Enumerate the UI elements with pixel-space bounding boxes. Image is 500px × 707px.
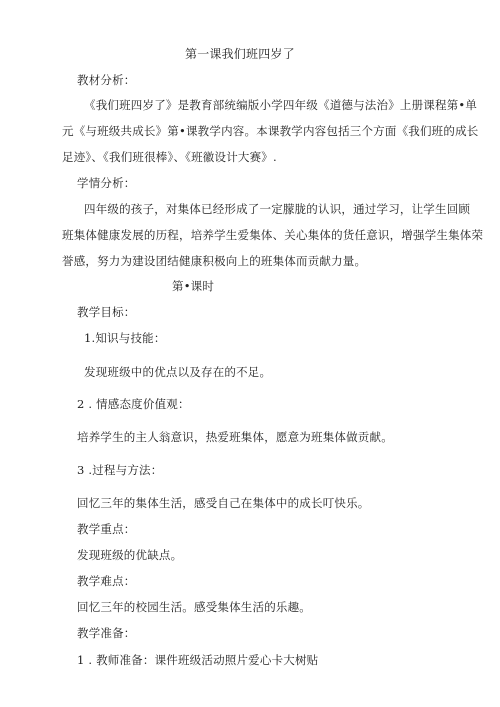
goals-heading: 教学目标： xyxy=(77,305,136,319)
analysis-line: 元《与班级共成长》第•课教学内容。本课教学内容包括三个方面《我们班的成长 xyxy=(62,124,479,138)
analysis-line: 《我们班四岁了》是教育部统编版小学四年级《道德与法治》上册课程第•单 xyxy=(84,98,478,112)
difficulty-text: 回忆三年的校园生活。感受集体生活的乐趣。 xyxy=(77,600,311,614)
lesson-heading: 第•课时 xyxy=(172,279,215,293)
document-title: 第一课我们班四岁了 xyxy=(185,47,295,61)
preparation-heading: 教学准备： xyxy=(77,626,136,640)
students-line: 誉感，努力为建设团结健康积极向上的班集体而贡献力量。 xyxy=(62,254,367,268)
goal-process-text: 回忆三年的集体生活，感受自己在集体中的成长叮快乐。 xyxy=(77,496,370,510)
key-points-text: 发现班级的优缺点。 xyxy=(77,548,183,562)
goal-knowledge-text: 发现班级中的优点以及存在的不足。 xyxy=(84,365,272,379)
goal-knowledge-heading: 1.知识与技能： xyxy=(84,331,166,345)
goal-attitude-heading: 2 . 情感态度价值观： xyxy=(77,397,190,411)
key-points-heading: 教学重点： xyxy=(77,522,136,536)
analysis-line: 足迹》、《我们班很棒》、《班徽设计大赛》. xyxy=(62,150,277,164)
goal-attitude-text: 培养学生的主人翁意识，热爱班集体，愿意为班集体做贡献。 xyxy=(77,430,393,444)
students-heading: 学情分析： xyxy=(77,176,136,190)
difficulty-heading: 教学难点： xyxy=(77,574,136,588)
students-line: 班集体健康发展的历程，培养学生爱集体、关心集体的货任意识，增强学生集体荣 xyxy=(62,228,484,242)
students-line: 四年级的孩子，对集体已经形成了一定朦胧的认识，通过学习，让学生回顾 xyxy=(84,202,471,216)
analysis-heading: 教材分析： xyxy=(77,73,136,87)
goal-process-heading: 3 .过程与方法： xyxy=(77,463,163,477)
preparation-item: 1 . 教师准备：课件班级活动照片爱心卡大树贴 xyxy=(77,653,319,667)
